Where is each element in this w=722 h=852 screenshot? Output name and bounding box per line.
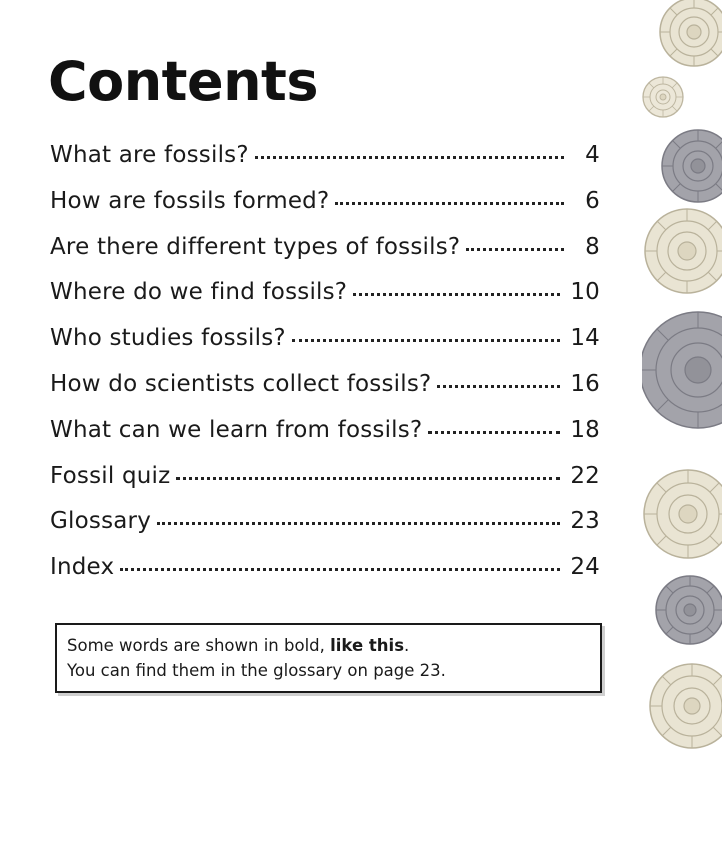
ammonite-fossil-icon bbox=[642, 312, 722, 428]
note-bold-example: like this bbox=[330, 636, 405, 655]
toc-entry-title: Fossil quiz bbox=[50, 462, 171, 489]
ammonite-fossil-icon bbox=[656, 576, 722, 644]
toc-entry-title: Index bbox=[50, 554, 115, 581]
dot-leader bbox=[292, 339, 561, 342]
toc-entry-page: 10 bbox=[570, 279, 600, 306]
toc-entry-page: 22 bbox=[570, 462, 600, 489]
table-of-contents bbox=[50, 142, 600, 600]
dot-leader bbox=[353, 293, 560, 296]
glossary-note-box bbox=[55, 623, 602, 693]
toc-entry-page: 18 bbox=[570, 416, 600, 443]
fossil-decoration-strip bbox=[642, 0, 722, 852]
toc-entry-page: 8 bbox=[585, 233, 600, 260]
ammonite-fossil-icon bbox=[650, 664, 722, 748]
note-text: Some words are shown in bold, bbox=[67, 636, 331, 655]
dot-leader bbox=[466, 248, 564, 251]
dot-leader bbox=[255, 156, 564, 159]
toc-entry[interactable] bbox=[50, 279, 600, 325]
toc-entry-title: What are fossils? bbox=[50, 142, 249, 168]
toc-entry-page: 14 bbox=[570, 325, 600, 352]
dot-leader bbox=[176, 477, 560, 480]
dot-leader bbox=[120, 568, 560, 571]
toc-entry[interactable] bbox=[50, 371, 600, 417]
page-title: Contents bbox=[48, 50, 319, 113]
toc-entry-page: 23 bbox=[570, 508, 600, 535]
dot-leader bbox=[157, 522, 560, 525]
toc-entry-title: How do scientists collect fossils? bbox=[50, 370, 432, 397]
dot-leader bbox=[428, 431, 560, 434]
toc-entry[interactable] bbox=[50, 234, 600, 280]
ammonite-fossil-icon bbox=[645, 209, 722, 293]
ammonite-fossil-icon bbox=[644, 470, 722, 558]
toc-entry-title: Where do we find fossils? bbox=[50, 279, 348, 306]
toc-entry-page: 24 bbox=[570, 554, 600, 581]
toc-entry[interactable] bbox=[50, 188, 600, 234]
toc-entry-page: 16 bbox=[570, 370, 600, 397]
ammonite-fossil-icon bbox=[660, 0, 722, 66]
toc-entry[interactable] bbox=[50, 508, 600, 554]
toc-entry-title: Glossary bbox=[50, 508, 152, 535]
toc-entry-title: How are fossils formed? bbox=[50, 187, 330, 214]
toc-entry-title: What can we learn from fossils? bbox=[50, 416, 423, 443]
note-line bbox=[67, 633, 590, 658]
toc-entry-page: 4 bbox=[585, 142, 600, 168]
toc-entry[interactable] bbox=[50, 417, 600, 463]
toc-entry-title: Are there different types of fossils? bbox=[50, 233, 461, 260]
ammonite-fossil-icon bbox=[643, 77, 683, 117]
note-text: . bbox=[404, 636, 410, 655]
note-line: You can find them in the glossary on page 23. bbox=[67, 661, 446, 680]
toc-entry[interactable] bbox=[50, 142, 600, 188]
toc-entry[interactable] bbox=[50, 554, 600, 600]
ammonite-fossil-icon bbox=[662, 130, 722, 202]
dot-leader bbox=[335, 202, 564, 205]
toc-entry-page: 6 bbox=[585, 187, 600, 214]
dot-leader bbox=[437, 385, 560, 388]
toc-entry[interactable] bbox=[50, 463, 600, 509]
toc-entry[interactable] bbox=[50, 325, 600, 371]
toc-entry-title: Who studies fossils? bbox=[50, 325, 286, 352]
